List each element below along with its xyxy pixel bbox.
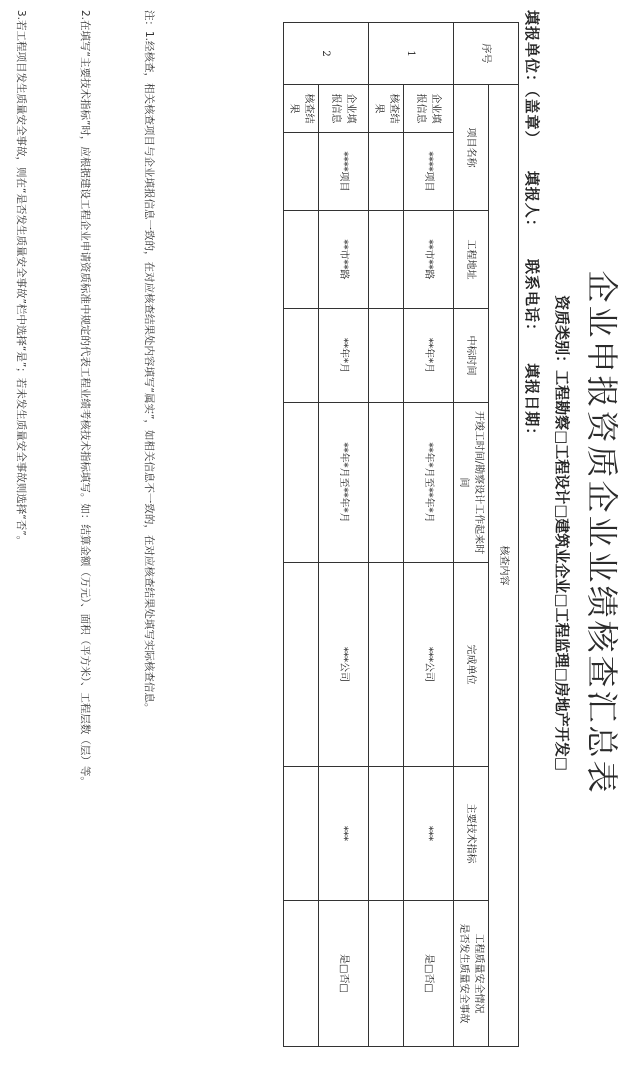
row-check-empty bbox=[284, 403, 319, 563]
row-check-empty bbox=[369, 309, 404, 403]
row-filled-label: 企业填报信息 bbox=[404, 85, 454, 133]
header-project-name: 项目名称 bbox=[454, 85, 489, 211]
row-completion-unit: ***公司 bbox=[319, 563, 369, 767]
row-check-empty bbox=[369, 133, 404, 211]
fill-unit-label: 填报单位：（盖章） bbox=[523, 10, 541, 147]
row-completion-unit: ***公司 bbox=[404, 563, 454, 767]
note-2: 2.在填写“主要技术指标”时，应根据建设工程企业申请资质标准中规定的代表工程业绩考核技术指标填写。如：结算金额（万元）、面积（平方米）、工程层数（层）等。 bbox=[79, 10, 91, 787]
header-check-content: 核查内容 bbox=[489, 85, 519, 1047]
row-check-empty bbox=[284, 309, 319, 403]
fill-info-line bbox=[522, 10, 543, 461]
header-address: 工程地址 bbox=[454, 211, 489, 309]
row-check-empty bbox=[284, 133, 319, 211]
row-quality-safety-choice: 是□否□ bbox=[404, 901, 454, 1047]
row-bid-time: **年*月 bbox=[404, 309, 454, 403]
row-bid-time: **年*月 bbox=[319, 309, 369, 403]
row-construction-time: **年*月至**年*月 bbox=[404, 403, 454, 563]
row-check-empty bbox=[369, 901, 404, 1047]
document-title: 企业申报资质企业业绩核查汇总表 bbox=[583, 270, 621, 796]
row-check-empty bbox=[369, 563, 404, 767]
row-address: **市**路 bbox=[319, 211, 369, 309]
table-row bbox=[319, 23, 369, 1047]
fill-filler-label: 填报人： bbox=[523, 170, 541, 235]
header-bid-time: 中标时间 bbox=[454, 309, 489, 403]
row-construction-time: **年*月至**年*月 bbox=[319, 403, 369, 563]
header-quality-safety-opinion: 工程质量安全情况 bbox=[473, 933, 484, 1014]
row-check-empty bbox=[369, 767, 404, 901]
summary-table bbox=[283, 22, 519, 1047]
header-quality-safety-question: 是否发生质量安全事故 bbox=[458, 923, 469, 1024]
row-tech-indicator: *** bbox=[319, 767, 369, 901]
table-row bbox=[404, 23, 454, 1047]
row-check-label: 核查结果 bbox=[369, 85, 404, 133]
row-check-empty bbox=[284, 211, 319, 309]
row-check-empty bbox=[284, 767, 319, 901]
table-row bbox=[369, 23, 404, 1047]
row-seq: 1 bbox=[369, 23, 454, 85]
qualification-type-line: 资质类别：工程勘察□工程设计□建筑业企业□工程监理□房地产开发□ bbox=[553, 295, 571, 771]
row-project-name: ****项目 bbox=[319, 133, 369, 211]
row-check-label: 核查结果 bbox=[284, 85, 319, 133]
header-quality-safety bbox=[454, 901, 489, 1047]
row-check-empty bbox=[284, 563, 319, 767]
table-row bbox=[284, 23, 319, 1047]
row-quality-safety-choice: 是□否□ bbox=[319, 901, 369, 1047]
row-filled-label: 企业填报信息 bbox=[319, 85, 369, 133]
header-tech-indicator: 主要技术指标 bbox=[454, 767, 489, 901]
row-check-empty bbox=[369, 211, 404, 309]
header-seq: 序号 bbox=[454, 23, 519, 85]
row-tech-indicator: *** bbox=[404, 767, 454, 901]
notes-section bbox=[0, 10, 157, 1050]
header-completion-unit: 完成单位 bbox=[454, 563, 489, 767]
note-1: 注：1.经核查，相关核查项目与企业填报信息一致的，在对应核查结果处内容填写“属实”，如相关信息不一致的，在对应核查结果处填写实际核查信息。 bbox=[143, 10, 155, 714]
row-address: **市**路 bbox=[404, 211, 454, 309]
note-3: 3.若工程项目发生质量安全事故，则在“是否发生质量安全事故”栏中选择“是”；若未发生质量安全事故则选择“否”。 bbox=[15, 10, 27, 547]
fill-phone-label: 联系电话： bbox=[523, 259, 541, 340]
row-project-name: ****项目 bbox=[404, 133, 454, 211]
header-construction-time: 开竣工时间/勘察设计工作起来时间 bbox=[454, 403, 489, 563]
fill-date-label: 填报日期： bbox=[523, 363, 541, 444]
row-seq: 2 bbox=[284, 23, 369, 85]
row-check-empty bbox=[369, 403, 404, 563]
row-check-empty bbox=[284, 901, 319, 1047]
